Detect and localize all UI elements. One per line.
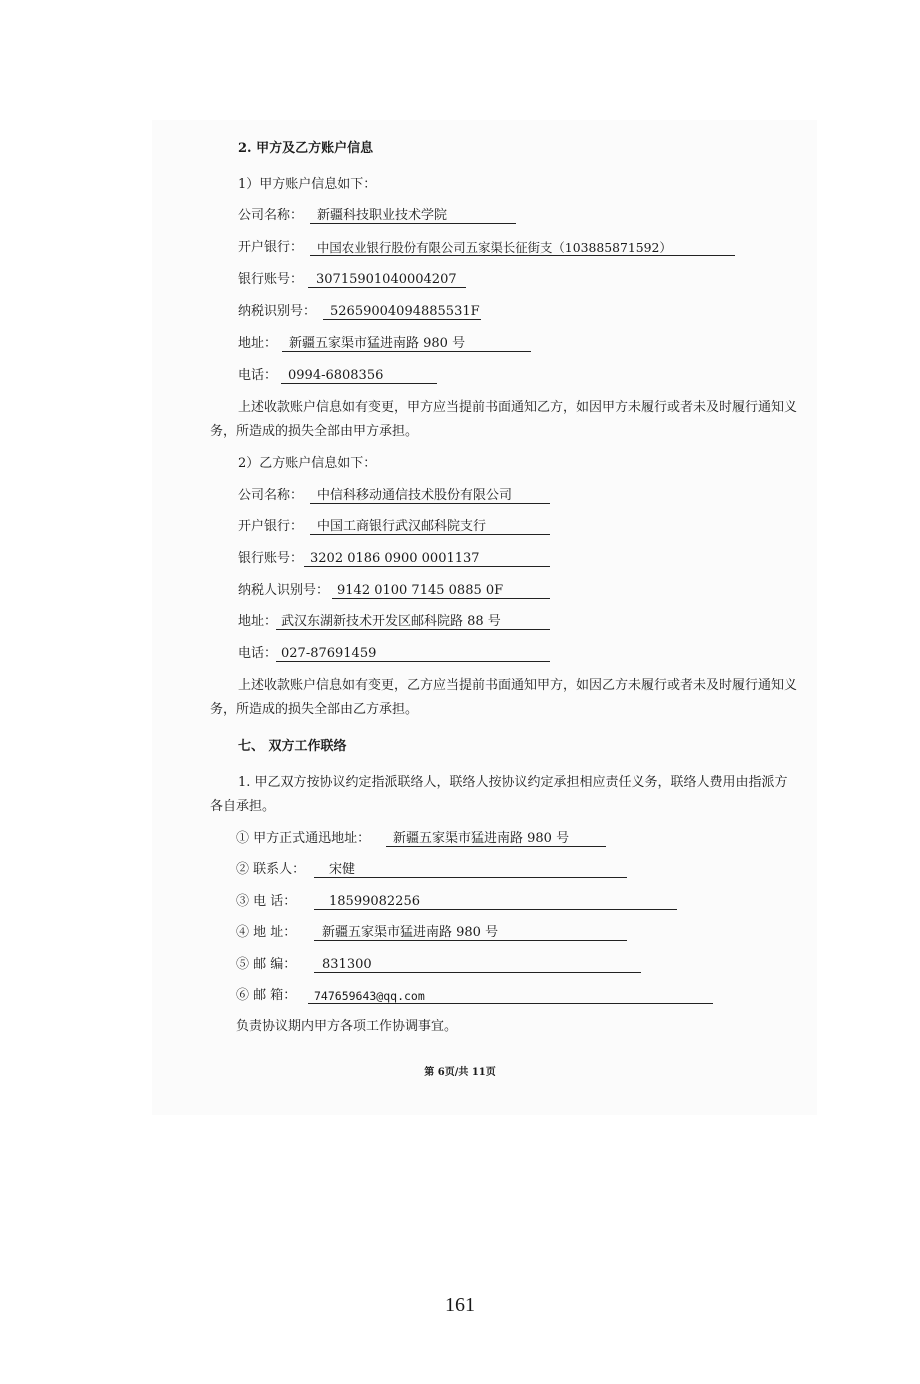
party-b-tax-value: 9142 0100 7145 0885 0F [337,583,504,598]
party-b-account-value: 3202 0186 0900 0001137 [310,551,480,566]
underline [314,909,677,910]
party-b-note: 上述收款账户信息如有变更，乙方应当提前书面通知甲方，如因乙方未履行或者未及时履行通知义务，所造成的损失全部由乙方承担。 [210,678,798,717]
party-a-note: 上述收款账户信息如有变更，甲方应当提前书面通知乙方，如因甲方未履行或者未及时履行通知义务，所造成的损失全部由甲方承担。 [210,400,798,439]
party-a-phone-label: 电话： [238,368,278,383]
contact-email-label: ⑥ 邮 箱： [236,988,297,1003]
contact-phone-label: ③ 电 话： [236,894,297,909]
party-a-bank-label: 开户银行： [238,240,304,255]
party-a-address-label: 地址： [238,336,278,351]
party-b-tax-label: 纳税人识别号： [238,583,330,598]
party-a-phone-value: 0994-6808356 [288,368,384,383]
contact-address-label: ① 甲方正式通迅地址： [236,831,371,846]
page-number: 161 [445,1294,475,1316]
contact-postcode-label: ⑤ 邮 编： [236,957,297,972]
contact-postcode-value: 831300 [322,957,372,972]
underline [308,287,466,288]
party-b-bank-label: 开户银行： [238,519,304,534]
underline [276,661,550,662]
party-a-tax-label: 纳税识别号： [238,304,317,319]
party-a-account-label: 银行账号： [238,272,304,287]
contact-heading: 七、 双方工作联络 [238,739,347,754]
underline [323,319,481,320]
underline [314,877,627,878]
party-b-address-value: 武汉东湖新技术开发区邮科院路 88 号 [281,614,501,629]
contact-address-value: 新疆五家渠市猛进南路 980 号 [393,831,570,846]
accounts-heading: 2. 甲方及乙方账户信息 [238,141,374,156]
underline [282,351,531,352]
underline [310,223,516,224]
underline [332,598,550,599]
contact-person-label: ② 联系人： [236,862,306,877]
contact-person-value: 宋健 [329,862,356,877]
underline [308,1003,713,1004]
party-a-company-value: 新疆科技职业技术学院 [317,208,448,223]
underline [386,846,606,847]
party-a-account-value: 30715901040004207 [316,272,457,287]
party-b-title: 2）乙方账户信息如下： [238,456,377,471]
underline [276,629,550,630]
party-b-phone-value: 027-87691459 [281,646,377,661]
party-a-company-label: 公司名称： [238,208,304,223]
party-a-bank-value: 中国农业银行股份有限公司五家渠长征街支（103885871592） [317,240,672,255]
contact-closing: 负责协议期内甲方各项工作协调事宜。 [236,1019,458,1034]
party-a-address-value: 新疆五家渠市猛进南路 980 号 [289,336,466,351]
contact-intro: 1. 甲乙双方按协议约定指派联络人，联络人按协议约定承担相应责任义务，联络人费用由指派方各自承担。 [210,775,788,814]
underline [314,972,641,973]
party-b-address-label: 地址： [238,614,278,629]
underline [310,534,550,535]
party-b-company-value: 中信科移动通信技术股份有限公司 [317,488,513,503]
contact-email-value: 747659643@qq.com [314,989,425,1003]
party-b-bank-value: 中国工商银行武汉邮科院支行 [317,519,487,534]
party-a-tax-value: 52659004094885531F [330,304,480,319]
contact-location-label: ④ 地 址： [236,925,297,940]
underline [304,566,550,567]
contact-location-value: 新疆五家渠市猛进南路 980 号 [322,925,499,940]
party-a-title: 1）甲方账户信息如下： [238,177,377,192]
party-b-phone-label: 电话： [238,646,278,661]
party-b-account-label: 银行账号： [238,551,304,566]
underline [314,940,627,941]
underline [281,383,437,384]
contact-phone-value: 18599082256 [329,894,420,909]
underline [310,255,735,256]
underline [310,503,550,504]
party-b-company-label: 公司名称： [238,488,304,503]
page-footer: 第 6页/共 11页 [424,1067,496,1078]
